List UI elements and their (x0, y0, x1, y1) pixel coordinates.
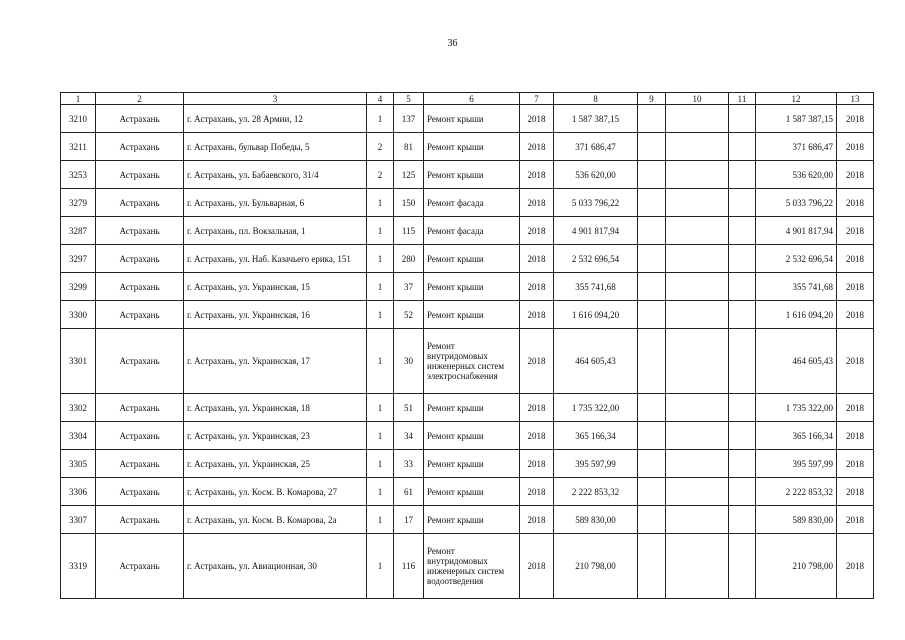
cell-total: 395 597,99 (756, 450, 837, 478)
cell-city: Астрахань (96, 478, 184, 506)
cell-cost: 1 587 387,15 (554, 105, 638, 133)
cell-c9 (638, 217, 666, 245)
cell-c5: 33 (394, 450, 424, 478)
cell-c9 (638, 301, 666, 329)
cell-address: г. Астрахань, ул. Украинская, 25 (184, 450, 367, 478)
cell-c9 (638, 450, 666, 478)
cell-year: 2018 (520, 217, 554, 245)
cell-city: Астрахань (96, 161, 184, 189)
cell-address: г. Астрахань, ул. Авиационная, 30 (184, 534, 367, 599)
cell-c9 (638, 394, 666, 422)
cell-work: Ремонт фасада (424, 189, 520, 217)
table-row (61, 450, 874, 478)
cell-c4: 2 (367, 133, 394, 161)
cell-address: г. Астрахань, ул. Украинская, 17 (184, 329, 367, 394)
cell-c10 (666, 133, 729, 161)
cell-year: 2018 (520, 189, 554, 217)
cell-address: г. Астрахань, ул. Украинская, 18 (184, 394, 367, 422)
cell-city: Астрахань (96, 301, 184, 329)
cell-cost: 371 686,47 (554, 133, 638, 161)
cell-work: Ремонт крыши (424, 506, 520, 534)
cell-c9 (638, 506, 666, 534)
cell-total: 2 222 853,32 (756, 478, 837, 506)
cell-cost: 589 830,00 (554, 506, 638, 534)
cell-c4: 1 (367, 273, 394, 301)
table-row (61, 394, 874, 422)
column-header-5: 5 (394, 93, 424, 105)
cell-year: 2018 (520, 329, 554, 394)
cell-address: г. Астрахань, ул. Украинская, 15 (184, 273, 367, 301)
column-header-12: 12 (756, 93, 837, 105)
cell-total: 355 741,68 (756, 273, 837, 301)
column-header-3: 3 (184, 93, 367, 105)
cell-c4: 1 (367, 478, 394, 506)
cell-address: г. Астрахань, ул. Косм. В. Комарова, 2а (184, 506, 367, 534)
cell-year: 2018 (520, 133, 554, 161)
cell-id: 3302 (61, 394, 96, 422)
cell-c11 (729, 189, 756, 217)
cell-work: Ремонт крыши (424, 394, 520, 422)
cell-c5: 30 (394, 329, 424, 394)
cell-c10 (666, 245, 729, 273)
cell-y13: 2018 (837, 161, 874, 189)
table-row (61, 105, 874, 133)
cell-city: Астрахань (96, 105, 184, 133)
table-row (61, 422, 874, 450)
cell-year: 2018 (520, 273, 554, 301)
cell-total: 536 620,00 (756, 161, 837, 189)
cell-year: 2018 (520, 534, 554, 599)
cell-c11 (729, 506, 756, 534)
cell-cost: 2 222 853,32 (554, 478, 638, 506)
cell-work: Ремонт внутридомовых инженерных систем водоотведения (424, 534, 520, 599)
cell-total: 1 735 322,00 (756, 394, 837, 422)
cell-work: Ремонт крыши (424, 301, 520, 329)
cell-c10 (666, 329, 729, 394)
cell-year: 2018 (520, 161, 554, 189)
cell-c11 (729, 394, 756, 422)
cell-total: 5 033 796,22 (756, 189, 837, 217)
cell-cost: 536 620,00 (554, 161, 638, 189)
cell-id: 3319 (61, 534, 96, 599)
cell-c10 (666, 301, 729, 329)
cell-work: Ремонт крыши (424, 105, 520, 133)
cell-c10 (666, 534, 729, 599)
cell-y13: 2018 (837, 189, 874, 217)
cell-cost: 365 166,34 (554, 422, 638, 450)
cell-c5: 37 (394, 273, 424, 301)
cell-work: Ремонт крыши (424, 133, 520, 161)
cell-city: Астрахань (96, 133, 184, 161)
cell-work: Ремонт крыши (424, 273, 520, 301)
cell-cost: 355 741,68 (554, 273, 638, 301)
column-header-1: 1 (61, 93, 96, 105)
table-row (61, 329, 874, 394)
cell-c10 (666, 217, 729, 245)
cell-year: 2018 (520, 245, 554, 273)
cell-y13: 2018 (837, 245, 874, 273)
cell-c10 (666, 478, 729, 506)
cell-id: 3304 (61, 422, 96, 450)
cell-cost: 5 033 796,22 (554, 189, 638, 217)
cell-city: Астрахань (96, 329, 184, 394)
cell-id: 3297 (61, 245, 96, 273)
cell-address: г. Астрахань, ул. Украинская, 23 (184, 422, 367, 450)
cell-c5: 34 (394, 422, 424, 450)
column-header-7: 7 (520, 93, 554, 105)
cell-id: 3287 (61, 217, 96, 245)
cell-c9 (638, 133, 666, 161)
page-number: 36 (447, 38, 458, 49)
cell-c11 (729, 245, 756, 273)
cell-c10 (666, 105, 729, 133)
cell-c4: 1 (367, 422, 394, 450)
cell-y13: 2018 (837, 534, 874, 599)
cell-city: Астрахань (96, 394, 184, 422)
cell-id: 3301 (61, 329, 96, 394)
cell-address: г. Астрахань, ул. Бабаевского, 31/4 (184, 161, 367, 189)
column-header-2: 2 (96, 93, 184, 105)
cell-c9 (638, 189, 666, 217)
cell-city: Астрахань (96, 217, 184, 245)
cell-work: Ремонт крыши (424, 422, 520, 450)
table-row (61, 478, 874, 506)
cell-c5: 137 (394, 105, 424, 133)
cell-total: 1 587 387,15 (756, 105, 837, 133)
repair-table (60, 92, 874, 599)
cell-c10 (666, 273, 729, 301)
cell-work: Ремонт крыши (424, 450, 520, 478)
cell-city: Астрахань (96, 273, 184, 301)
cell-c4: 1 (367, 534, 394, 599)
cell-c4: 1 (367, 329, 394, 394)
cell-address: г. Астрахань, ул. Наб. Казачьего ерика, 151 (184, 245, 367, 273)
cell-city: Астрахань (96, 422, 184, 450)
cell-c9 (638, 478, 666, 506)
cell-c5: 81 (394, 133, 424, 161)
cell-c4: 2 (367, 161, 394, 189)
cell-c4: 1 (367, 217, 394, 245)
cell-y13: 2018 (837, 506, 874, 534)
column-header-13: 13 (837, 93, 874, 105)
cell-c10 (666, 422, 729, 450)
column-header-11: 11 (729, 93, 756, 105)
table-row (61, 245, 874, 273)
cell-city: Астрахань (96, 189, 184, 217)
cell-total: 210 798,00 (756, 534, 837, 599)
cell-y13: 2018 (837, 301, 874, 329)
cell-total: 2 532 696,54 (756, 245, 837, 273)
cell-total: 4 901 817,94 (756, 217, 837, 245)
cell-total: 365 166,34 (756, 422, 837, 450)
column-header-6: 6 (424, 93, 520, 105)
cell-address: г. Астрахань, ул. Украинская, 16 (184, 301, 367, 329)
cell-work: Ремонт крыши (424, 245, 520, 273)
cell-id: 3307 (61, 506, 96, 534)
cell-c5: 61 (394, 478, 424, 506)
cell-c10 (666, 394, 729, 422)
cell-work: Ремонт фасада (424, 217, 520, 245)
cell-c9 (638, 534, 666, 599)
cell-y13: 2018 (837, 422, 874, 450)
cell-address: г. Астрахань, пл. Вокзальная, 1 (184, 217, 367, 245)
cell-work: Ремонт крыши (424, 161, 520, 189)
cell-c9 (638, 329, 666, 394)
cell-cost: 2 532 696,54 (554, 245, 638, 273)
cell-c10 (666, 189, 729, 217)
cell-cost: 4 901 817,94 (554, 217, 638, 245)
cell-y13: 2018 (837, 217, 874, 245)
cell-c5: 125 (394, 161, 424, 189)
cell-year: 2018 (520, 478, 554, 506)
cell-c9 (638, 105, 666, 133)
cell-city: Астрахань (96, 506, 184, 534)
cell-y13: 2018 (837, 329, 874, 394)
cell-c10 (666, 450, 729, 478)
cell-cost: 464 605,43 (554, 329, 638, 394)
cell-id: 3211 (61, 133, 96, 161)
cell-c4: 1 (367, 105, 394, 133)
cell-year: 2018 (520, 422, 554, 450)
cell-c9 (638, 161, 666, 189)
cell-c10 (666, 161, 729, 189)
cell-cost: 395 597,99 (554, 450, 638, 478)
column-header-10: 10 (666, 93, 729, 105)
cell-c5: 150 (394, 189, 424, 217)
cell-cost: 1 735 322,00 (554, 394, 638, 422)
cell-c11 (729, 478, 756, 506)
cell-c11 (729, 329, 756, 394)
cell-y13: 2018 (837, 105, 874, 133)
table-row (61, 217, 874, 245)
cell-total: 371 686,47 (756, 133, 837, 161)
cell-year: 2018 (520, 394, 554, 422)
cell-c4: 1 (367, 394, 394, 422)
cell-c5: 280 (394, 245, 424, 273)
cell-work: Ремонт внутридомовых инженерных систем электроснабжения (424, 329, 520, 394)
cell-total: 589 830,00 (756, 506, 837, 534)
cell-id: 3299 (61, 273, 96, 301)
cell-c11 (729, 450, 756, 478)
cell-cost: 1 616 094,20 (554, 301, 638, 329)
cell-work: Ремонт крыши (424, 478, 520, 506)
cell-city: Астрахань (96, 245, 184, 273)
cell-id: 3305 (61, 450, 96, 478)
table-row (61, 273, 874, 301)
cell-c9 (638, 273, 666, 301)
cell-total: 464 605,43 (756, 329, 837, 394)
cell-c5: 52 (394, 301, 424, 329)
cell-c11 (729, 105, 756, 133)
cell-address: г. Астрахань, ул. 28 Армии, 12 (184, 105, 367, 133)
cell-year: 2018 (520, 506, 554, 534)
cell-c5: 17 (394, 506, 424, 534)
cell-c11 (729, 422, 756, 450)
cell-c4: 1 (367, 189, 394, 217)
cell-id: 3300 (61, 301, 96, 329)
cell-c4: 1 (367, 301, 394, 329)
cell-y13: 2018 (837, 273, 874, 301)
cell-c9 (638, 245, 666, 273)
cell-address: г. Астрахань, ул. Косм. В. Комарова, 27 (184, 478, 367, 506)
cell-c11 (729, 133, 756, 161)
cell-c5: 115 (394, 217, 424, 245)
table-row (61, 133, 874, 161)
table-row (61, 506, 874, 534)
column-header-9: 9 (638, 93, 666, 105)
cell-y13: 2018 (837, 450, 874, 478)
column-header-8: 8 (554, 93, 638, 105)
cell-c5: 51 (394, 394, 424, 422)
cell-c11 (729, 301, 756, 329)
cell-city: Астрахань (96, 534, 184, 599)
cell-id: 3210 (61, 105, 96, 133)
cell-y13: 2018 (837, 133, 874, 161)
cell-c5: 116 (394, 534, 424, 599)
cell-c4: 1 (367, 450, 394, 478)
cell-c11 (729, 273, 756, 301)
cell-address: г. Астрахань, бульвар Победы, 5 (184, 133, 367, 161)
cell-id: 3253 (61, 161, 96, 189)
cell-id: 3279 (61, 189, 96, 217)
cell-id: 3306 (61, 478, 96, 506)
cell-total: 1 616 094,20 (756, 301, 837, 329)
cell-year: 2018 (520, 105, 554, 133)
cell-cost: 210 798,00 (554, 534, 638, 599)
cell-year: 2018 (520, 450, 554, 478)
table-row (61, 534, 874, 599)
cell-c11 (729, 217, 756, 245)
table-row (61, 161, 874, 189)
cell-c4: 1 (367, 506, 394, 534)
cell-address: г. Астрахань, ул. Бульварная, 6 (184, 189, 367, 217)
cell-year: 2018 (520, 301, 554, 329)
table-row (61, 301, 874, 329)
cell-c9 (638, 422, 666, 450)
cell-c11 (729, 534, 756, 599)
cell-c4: 1 (367, 245, 394, 273)
cell-c11 (729, 161, 756, 189)
cell-y13: 2018 (837, 394, 874, 422)
cell-city: Астрахань (96, 450, 184, 478)
cell-y13: 2018 (837, 478, 874, 506)
table-row (61, 189, 874, 217)
cell-c10 (666, 506, 729, 534)
column-header-4: 4 (367, 93, 394, 105)
table-header-row (61, 93, 874, 105)
